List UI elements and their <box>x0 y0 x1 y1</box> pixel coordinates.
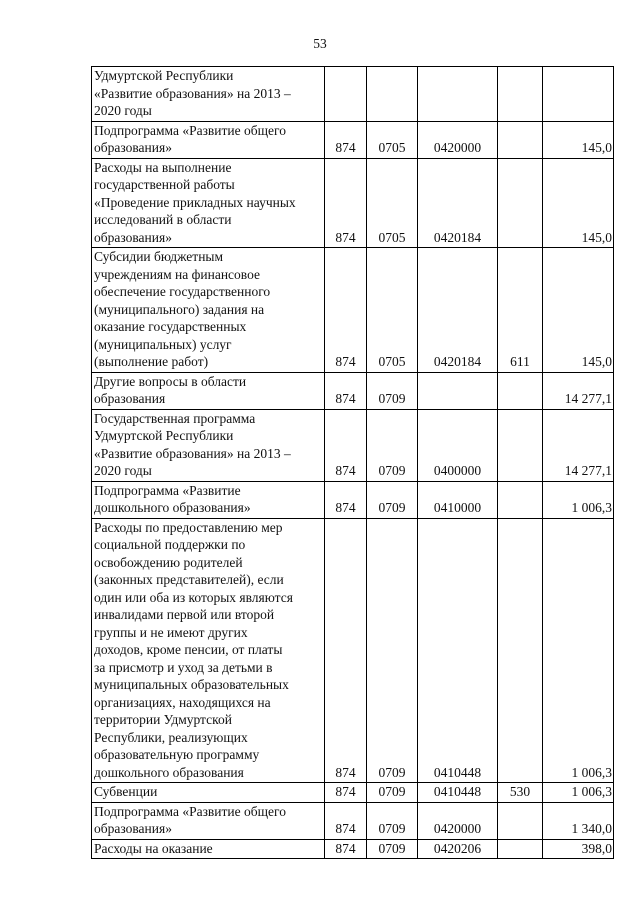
table-row <box>92 372 614 409</box>
amount-cell: 398,0 <box>543 839 614 859</box>
department-code-cell: 874 <box>325 372 367 409</box>
target-article-cell: 0420184 <box>418 158 498 248</box>
expense-type-cell <box>498 481 543 518</box>
expense-name-cell: Другие вопросы в области образования <box>92 372 325 409</box>
amount-cell: 145,0 <box>543 158 614 248</box>
target-article-cell: 0420184 <box>418 248 498 373</box>
table-row <box>92 409 614 481</box>
section-code-cell: 0709 <box>367 409 418 481</box>
department-code-cell <box>325 67 367 122</box>
department-code-cell: 874 <box>325 802 367 839</box>
section-code-cell: 0709 <box>367 518 418 783</box>
section-code-cell: 0705 <box>367 121 418 158</box>
expense-name-cell: Расходы на оказание <box>92 839 325 859</box>
expense-type-cell <box>498 372 543 409</box>
amount-cell: 145,0 <box>543 121 614 158</box>
table-row <box>92 802 614 839</box>
department-code-cell: 874 <box>325 839 367 859</box>
expense-name-cell: Государственная программа Удмуртской Республики «Развитие образования» на 2013 – 2020 годы <box>92 409 325 481</box>
table-row <box>92 783 614 803</box>
amount-cell: 14 277,1 <box>543 372 614 409</box>
table-row <box>92 839 614 859</box>
section-code-cell: 0709 <box>367 802 418 839</box>
target-article-cell: 0420206 <box>418 839 498 859</box>
department-code-cell: 874 <box>325 518 367 783</box>
expense-type-cell: 611 <box>498 248 543 373</box>
section-code-cell: 0709 <box>367 839 418 859</box>
department-code-cell: 874 <box>325 783 367 803</box>
amount-cell <box>543 67 614 122</box>
amount-cell: 1 006,3 <box>543 783 614 803</box>
expense-type-cell <box>498 409 543 481</box>
amount-cell: 145,0 <box>543 248 614 373</box>
amount-cell: 1 006,3 <box>543 518 614 783</box>
section-code-cell: 0705 <box>367 248 418 373</box>
expense-name-cell: Подпрограмма «Развитие общего образования» <box>92 802 325 839</box>
expense-type-cell <box>498 518 543 783</box>
expense-name-cell: Расходы по предоставлению мер социальной поддержки по освобождению родителей (законных представителей), если один или оба из которых являются инвалидами первой или второй группы и не имеют других доходов, кроме пенсии, от платы за присмотр и уход за детьми в муниципальных образовательных организациях, находящихся на территории Удмуртской Республики, реализующих образовательную программу дошкольного образования <box>92 518 325 783</box>
budget-table <box>91 66 614 859</box>
expense-name-cell: Удмуртской Республики «Развитие образования» на 2013 – 2020 годы <box>92 67 325 122</box>
amount-cell: 14 277,1 <box>543 409 614 481</box>
expense-name-cell: Расходы на выполнение государственной работы «Проведение прикладных научных исследований в области образования» <box>92 158 325 248</box>
expense-type-cell <box>498 67 543 122</box>
table-row <box>92 481 614 518</box>
department-code-cell: 874 <box>325 158 367 248</box>
expense-type-cell <box>498 158 543 248</box>
section-code-cell: 0705 <box>367 158 418 248</box>
target-article-cell: 0410448 <box>418 783 498 803</box>
page-number: 53 <box>313 36 327 51</box>
section-code-cell: 0709 <box>367 481 418 518</box>
expense-name-cell: Подпрограмма «Развитие дошкольного образования» <box>92 481 325 518</box>
target-article-cell <box>418 67 498 122</box>
table-row <box>92 121 614 158</box>
table-row <box>92 158 614 248</box>
target-article-cell: 0410000 <box>418 481 498 518</box>
department-code-cell: 874 <box>325 409 367 481</box>
expense-type-cell <box>498 839 543 859</box>
expense-name-cell: Субвенции <box>92 783 325 803</box>
expense-name-cell: Подпрограмма «Развитие общего образования» <box>92 121 325 158</box>
section-code-cell <box>367 67 418 122</box>
table-row <box>92 67 614 122</box>
department-code-cell: 874 <box>325 121 367 158</box>
section-code-cell: 0709 <box>367 372 418 409</box>
table-row <box>92 518 614 783</box>
target-article-cell <box>418 372 498 409</box>
section-code-cell: 0709 <box>367 783 418 803</box>
department-code-cell: 874 <box>325 248 367 373</box>
department-code-cell: 874 <box>325 481 367 518</box>
target-article-cell: 0410448 <box>418 518 498 783</box>
target-article-cell: 0400000 <box>418 409 498 481</box>
table-row <box>92 248 614 373</box>
amount-cell: 1 006,3 <box>543 481 614 518</box>
expense-type-cell <box>498 802 543 839</box>
target-article-cell: 0420000 <box>418 121 498 158</box>
expense-type-cell: 530 <box>498 783 543 803</box>
target-article-cell: 0420000 <box>418 802 498 839</box>
amount-cell: 1 340,0 <box>543 802 614 839</box>
expense-type-cell <box>498 121 543 158</box>
expense-name-cell: Субсидии бюджетным учреждениям на финансовое обеспечение государственного (муниципального) задания на оказание государственных (муниципальных) услуг (выполнение работ) <box>92 248 325 373</box>
